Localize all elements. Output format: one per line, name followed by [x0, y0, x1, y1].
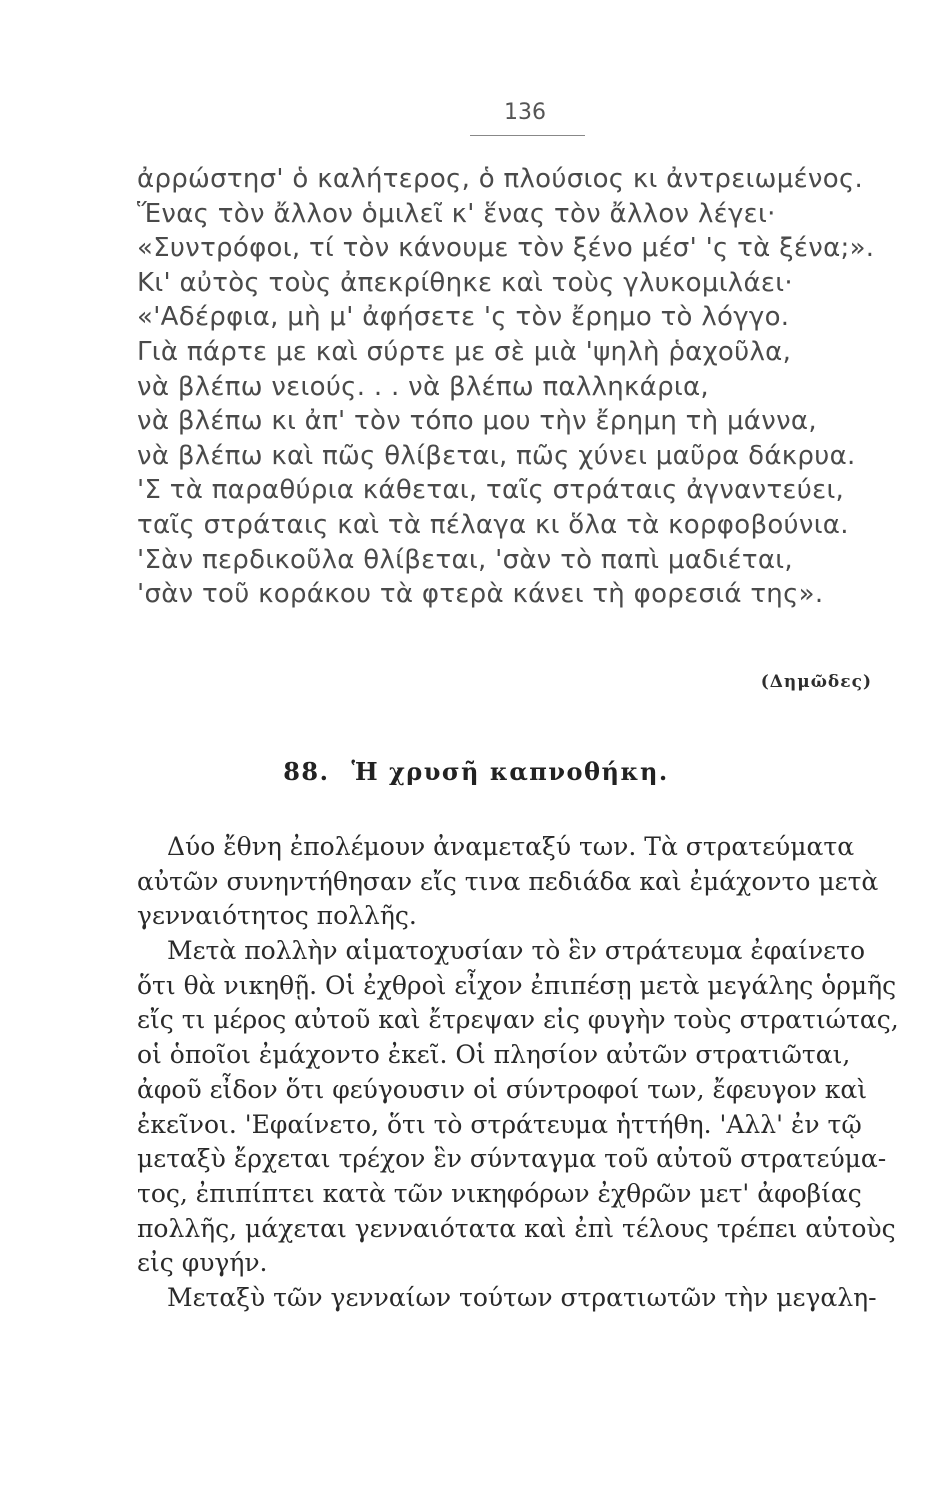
poem-source: (Δημῶδες) [760, 672, 872, 692]
prose-line: ὅτι θὰ νικηθῇ. Οἱ ἐχθροὶ εἶχον ἐπιπέσῃ μετὰ μεγάλης ὁρμῆς [137, 970, 897, 1000]
section-title: Ἡ χρυσῆ καπνοθήκη. [351, 757, 669, 786]
section-number: 88. [283, 757, 330, 786]
prose-line: εἴς τι μέρος αὐτοῦ καὶ ἔτρεψαν εἰς φυγὴν τοὺς στρατιώτας, [137, 1005, 899, 1035]
prose-line: γενναιότητος πολλῆς. [137, 901, 417, 931]
prose-line: Μετὰ πολλὴν αἱματοχυσίαν τὸ ἓν στράτευμα ἐφαίνετο [167, 936, 865, 966]
poem-line: νὰ βλέπω νειούς. . . νὰ βλέπω παλληκάρια, [137, 371, 709, 402]
prose-line: πολλῆς, μάχεται γενναιότατα καὶ ἐπὶ τέλους τρέπει αὐτοὺς [137, 1213, 896, 1243]
header-rule [470, 135, 585, 136]
poem-line: 'Σὰν περδικοῦλα θλίβεται, 'σὰν τὸ παπὶ μαδιέται, [137, 544, 793, 575]
prose-line: Δύο ἔθνη ἐπολέμουν ἀναμεταξύ των. Τὰ στρατεύματα [167, 832, 855, 861]
poem-line: ἀρρώστησ' ὁ καλήτερος, ὁ πλούσιος κι ἀντρειωμένος. [137, 164, 864, 194]
prose-line: τος, ἐπιπίπτει κατὰ τῶν νικηφόρων ἐχθρῶν μετ' ἀφοβίας [137, 1178, 862, 1208]
poem-line: νὰ βλέπω καὶ πῶς θλίβεται, πῶς χύνει μαῦρα δάκρυα. [137, 440, 856, 471]
poem-line: 'σὰν τοῦ κοράκου τὰ φτερὰ κάνει τὴ φορεσιά της». [137, 579, 824, 610]
poem-line: «Συντρόφοι, τί τὸν κάνουμε τὸν ξένο μέσ' 'ς τὰ ξένα;». [137, 233, 875, 264]
section-heading [0, 757, 952, 786]
prose-line: ἀφοῦ εἶδον ὅτι φεύγουσιν οἱ σύντροφοί των, ἔφευγον καὶ [137, 1074, 868, 1104]
poem-line: 'Σ τὰ παραθύρια κάθεται, ταῖς στράταις ἀγναντεύει, [137, 475, 845, 506]
prose-block [137, 830, 917, 1316]
poem-line: Γιὰ πάρτε με καὶ σύρτε με σὲ μιὰ 'ψηλὴ ῥαχοῦλα, [137, 336, 792, 367]
prose-line: οἱ ὁποῖοι ἐμάχοντο ἐκεῖ. Οἱ πλησίον αὐτῶν στρατιῶται, [137, 1040, 851, 1070]
poem-block [137, 162, 917, 612]
prose-line: αὐτῶν συνηντήθησαν εἴς τινα πεδιάδα καὶ ἐμάχοντο μετὰ [137, 866, 879, 896]
prose-line: Μεταξὺ τῶν γενναίων τούτων στρατιωτῶν τὴν μεγαλη- [167, 1282, 877, 1312]
prose-line: μεταξὺ ἔρχεται τρέχον ἓν σύνταγμα τοῦ αὐτοῦ στρατεύμα- [137, 1144, 887, 1174]
poem-line: «'Αδέρφια, μὴ μ' ἀφήσετε 'ς τὸν ἔρημο τὸ λόγγο. [137, 302, 790, 333]
poem-line: Κι' αὐτὸς τοὺς ἀπεκρίθηκε καὶ τοὺς γλυκομιλάει· [137, 267, 793, 298]
poem-line: Ἕνας τὸν ἄλλον ὁμιλεῖ κ' ἕνας τὸν ἄλλον λέγει· [137, 198, 776, 229]
poem-line: νὰ βλέπω κι ἀπ' τὸν τόπο μου τὴν ἔρημη τὴ μάννα, [137, 406, 817, 437]
prose-line: εἰς φυγήν. [137, 1248, 268, 1278]
page-number: 136 [504, 100, 546, 125]
poem-line: ταῖς στράταις καὶ τὰ πέλαγα κι ὅλα τὰ κορφοβούνια. [137, 509, 849, 540]
prose-line: ἐκεῖνοι. 'Εφαίνετο, ὅτι τὸ στράτευμα ἡττήθη. 'Αλλ' ἐν τῷ [137, 1109, 862, 1139]
